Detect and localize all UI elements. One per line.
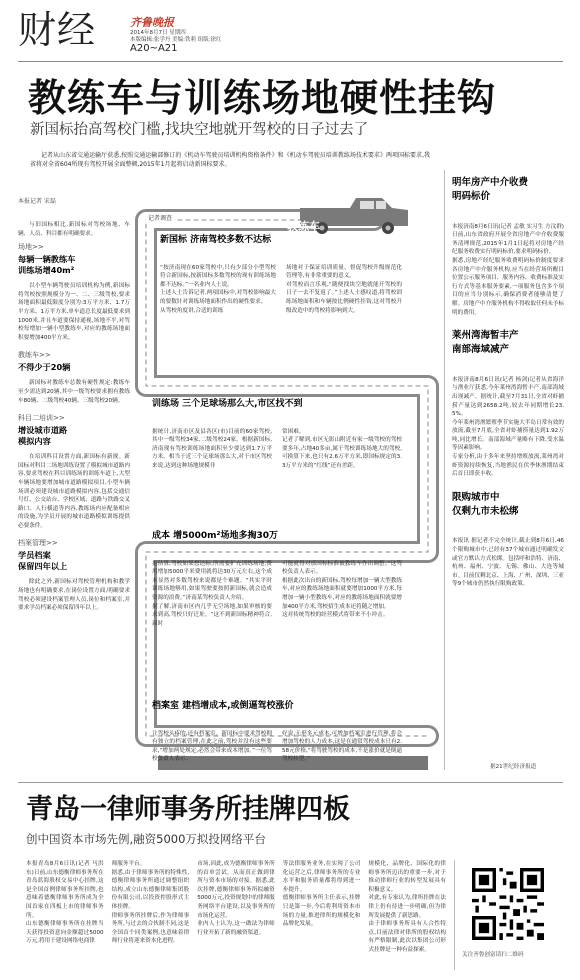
qr-caption: 关注齐鲁创富请扫二维码 <box>462 952 524 958</box>
road-col-left <box>152 721 272 764</box>
road-col-right <box>282 721 402 764</box>
section-title: 学员档案 保留四年以上 <box>18 550 68 572</box>
bottom-subheadline: 创中国资本市场先例,融资5000万拟投网络平台 <box>26 832 266 846</box>
editor-line: 本版编辑:张学丹 美编:铁莉 组版:徐红 <box>130 37 222 43</box>
right-story-body <box>452 214 564 317</box>
date-line: 2014年8月7日 星期四 <box>130 30 186 36</box>
page-numbers: A20~A21 <box>130 43 178 54</box>
bottom-col <box>197 860 275 978</box>
reporter-tag: 记者调查 <box>148 215 173 222</box>
bottom-col-text: 等法律服务业务,在实现了公司化运营之后,律师事务所的专业水平和服务质量都将得到进一步提升。 德衡律师事务所主任表示,挂牌只是第一步,今后将利用资本市场的力量,推进律所的规模化和品牌化发展。 <box>282 861 361 928</box>
right-footer-credit: 据21世纪经济报道 <box>490 764 537 770</box>
section-kicker: 科目二培训>> <box>18 414 65 423</box>
left-section-subject2 <box>18 413 130 530</box>
right-story-title: 限购城市中 仅剩九市未松绑 <box>452 491 519 517</box>
right-story-text: 本报济南8月6日讯(记者 孟敏 实习生 方汶群)日前,山东省政府开展全省房地产中介收费服务清理规范,2015年1月1日起将对房地产经纪服务收费实行明码标价,要求明码标价。 据悉,房地产经纪服务收费明码标价制度要求各房地产中介服务机构,应当在经营场所醒目位置公示服务项目、服务内容、收费标准及实行方式等基本服务要素,一项服务包含多个项目的应当分别标示,确保消费者能够清楚了解。房地产中介服务机构不得收取任何未予标明的费用。 <box>452 223 564 316</box>
right-story-body <box>452 529 564 589</box>
main-headline: 教练车与训练场地硬性挂钩 <box>28 76 497 120</box>
section-body <box>18 578 130 612</box>
left-section-site <box>18 242 130 342</box>
bottom-col-text: 市场,因此,成为德衡律师事务所的首单尝试。从而真正做到律所与资本市场的对接。据悉,此次挂牌,德衡律师事务所拟融资5000万元,投资规划中的律师服务网络平台建设,以及事务所的市场化运营。 业内人士认为,这一做法为律师行业开拓了新的融资渠道。 <box>197 861 275 936</box>
section-kicker: 档案管理>> <box>18 539 58 548</box>
road-col-text: 场地对于保证培训质量、督促驾校升级规范化管理等,有非常重要的意义。 对驾校而言乐观,“随便找块空地就能开驾校的日子一去不复返了。”上述人士感叹道,将驾校训练场地面积和车辆按比例硬性挂钩,这对驾校升级改造中的驾校将影响到大。 <box>286 264 402 314</box>
section-body <box>18 379 130 405</box>
section-name: 财经 <box>18 8 97 52</box>
bottom-headline: 青岛一律师事务所挂牌四板 <box>26 794 350 825</box>
road-col-left <box>152 419 272 471</box>
road-col-left <box>152 551 272 628</box>
section-title: 增设城市道路 模拟内容 <box>18 425 68 447</box>
byline: 本报记者 宋磊 <box>18 198 56 205</box>
bottom-col <box>26 860 104 978</box>
road-section-title: 档案室 建档增成本,或倒逼驾校涨价 <box>152 701 294 711</box>
road-section-title: 训练场 三个足球场那么大,市区找不到 <box>152 399 303 409</box>
left-column <box>18 196 130 614</box>
right-column <box>452 176 564 770</box>
lead-text: 记者从山东省交通运输厅获悉,按照交通运输部修订的《机动车驾驶员培训机构资格条件》和《机动车驾驶员培训教练场技术要求》两项国标要求,我省将对全省604所现有驾校开展全面整顿,2015年1月起将启动新国标要求。 <box>30 152 430 168</box>
right-story-title: 明年房产中介收费 明码标价 <box>452 177 529 202</box>
road-section-4 <box>152 698 407 764</box>
left-section-archive <box>18 538 130 612</box>
road-col-text: 可能就得对那国标标准被教练车作出调整。”这驾校负责人表示。 根据此次出台的新国标,驾校每增加一辆大型教练车,对应的教练场地面积就要增加1000平方米,每增加一辆小型教练车,对应的教练场地面积就要增加400平方米,驾校招生成本还将随之增加。 这对传统驾校的经营模式将带来不小冲击。 <box>282 560 402 619</box>
bottom-rule <box>18 782 563 783</box>
truck-label: 教练车 <box>287 220 320 233</box>
right-story-text: 本报济南8月6日讯(记者 杨剑)记者从省海洋与渔业厅获悉,今年莱州湾海暂丰产,南部海域出现减产。据统计,截至7月31日,全省对虾捕捞产量达到2658.2吨,较去年同期增长23.5%。 今年莱州湾渔繁殖季节实施大半岛日常有效的放流,截至7月底,全省对虾捕捞量达到1.92万吨,同比增长。南部海域产量略有下降,受水温等因素影响。 专家分析,由于多年来坚持增殖放流,莱州湾对虾资源持续恢复,当地渔民在伏季休渔期结束后首日即获丰收。 <box>452 376 564 478</box>
section-body-text: 在培训科目设置方面,新国标有新规。新国标对科目二场地训练设置了模拟城市道路内容,要求驾校在科目训练场的训练车道上,大型车辆场地要增加城市道路模拟项目,小型车辆场训必须建设城市道路模拟内容,包括交通信号灯、公交站台、学校区域、道路与铁路交叉路口、人行横道等内容,教练场内应配备相应的设施,为学员开展的城市道路模拟训练提供必要条件。 <box>18 454 130 529</box>
bottom-col <box>112 860 190 978</box>
section-body-text: 除此之外,新国标对驾校管理机构和教学场地也有明确要求,在岗位设置方面,明确要求驾校必须建设档案管理人员,岗位和档案室,并要求学员档案必须保留四年以上。 <box>18 579 130 612</box>
qr-divider <box>454 860 455 970</box>
paper-logo: 齐鲁晚报 <box>130 16 174 29</box>
section-kicker: 教练车>> <box>18 351 51 360</box>
section-body-text: 以小型车辆驾驶员培训机构为例,新国标将驾校按照规模分为一、二、三级驾校,要求场地面积最低限度分别为:3万平方米、1.7万平方米、1万平方米,单车道总长度最低要求到1000米,并且车道要保持通视,场地不平,对驾校每增加一辆小型教练车,对应的教练场地面积要增加400平方米。 <box>18 283 130 341</box>
road-col-text: 据统计,济南市区及县各区(市)目前的60家驾校,其中一级驾校34家,二级驾校24家。根据新国标,济南现有驾校训练场地面积至少要达到1.7万平方米。相当于近三个足球场那么大,对于市区驾校来说,达到这种场地规模非 <box>152 428 272 469</box>
section-body <box>18 282 130 342</box>
road-col-text: 常困难。 记者了解到,市区无影山附近有家一级驾校的驾校要多年,占地40多亩,属于驾校训练场地大的驾校,可换算下来,也只有2.6万平方米,即国标规定的3.3万平方米的“红线”还有差距。 <box>282 428 402 469</box>
road-col-text: “按济南现在60家驾校中,只有少部分小型驾校符合新国标,按新国标多数驾校的现有训练场地都不达标。”一名业内人士说。 上述人士告诉记者,两项国标中,对驾校影响最大的要数针对训练场地面积作出的硬性要求。 从驾校角度讲,合适的训练 <box>160 264 276 314</box>
bottom-col-text: 规模化、品牌化、国际化的律师事务所迈出的重要一步,对于推动律师行业的转型发展具有积极意义。 对此,有专家认为,律所挂牌在法律上仍有待进一步明确,但为律所发展提供了新思路。 由于律师事务所具有人合性特点,目前法律对律所的股权结构有严格限制,此次以集团公司形式挂牌是一种有益探索。 <box>368 861 446 953</box>
bottom-columns <box>26 860 446 978</box>
bottom-col-text: 师服务平台。 据悉,由于律师事务所的特殊性,德衡律师事务所通过调整组织结构,成立山东德衡律师集团股份有限公司,以投资控股形式主体挂牌。 律师事务所挂牌后,作为律师事务所,与过去的合伙制不同,这是全国首个同类案例,也意味着律师行业将迎来资本化进程, <box>111 861 190 945</box>
road-section-title: 成本 增5000m²场地多掏30万 <box>152 531 279 541</box>
section-kicker: 场地>> <box>18 243 44 252</box>
bottom-col <box>368 860 446 978</box>
bottom-col <box>283 860 361 978</box>
section-title: 每辆一辆教练车 训练场增40m² <box>18 254 76 276</box>
road-col-right <box>282 551 402 628</box>
right-column-divider <box>444 170 445 770</box>
road-section-3 <box>152 528 407 628</box>
qr-code-icon[interactable] <box>472 868 544 940</box>
lead-paragraph <box>30 151 430 170</box>
main-subheadline: 新国标抬高驾校门槛,找块空地就开驾校的日子过去了 <box>30 122 369 138</box>
road-section-2 <box>152 396 407 471</box>
road-col-right <box>282 419 402 471</box>
right-story-1 <box>452 176 564 317</box>
road-col-text: 让驾校头疼的,还有档案室。新国标中要求驾校拥有独立的档案管理,在此之前,驾校并没有这些要求,“增加两处规定,必然会带来成本增加。”一位驾校负责人表示。 <box>152 730 272 763</box>
road-section-1 <box>160 232 410 315</box>
section-body-text: 新国标对教练车总数有硬性规定:教练车至少需达到20辆,其中一级驾校要求拥有教练车80辆、二级驾校40辆、三级驾校20辆。 <box>18 380 130 404</box>
bottom-col-text: 本报青岛8月6日讯(记者 马洪东)日前,山东德衡律师事务所在青岛蓝海股权交易中心挂牌,这是全国首例律师事务所挂牌,也意味着德衡律师事务所成为全国首家在四板上市的律师事务所。 山东德衡律师事务所在挂牌当天获得投资意向金额超过5000万元,将用于建设网络电商律 <box>26 861 104 945</box>
right-story-title: 莱州湾海暂丰产 南部海域减产 <box>452 330 519 356</box>
right-story-2 <box>452 329 564 479</box>
right-story-3 <box>452 491 564 589</box>
left-section-cars <box>18 350 130 405</box>
section-body <box>18 453 130 530</box>
masthead <box>18 10 563 60</box>
road-col-right <box>286 255 402 315</box>
road-col-text: 据估算,驾校如果想达标,所需要扩充训练场地,费用增加5000平米费用就将达30万元左右,这个成本显然对多数驾校来说都是个难题。“其实平时训练场地够用,如果驾驶要按照新国标,就会造成资源的浪费。”济南某驾校负责人介绍。 据了解,济南市区内几乎无空场地,如果审核的要求到高,驾校只好迁址。“这不到新国标精神符合,届时 <box>152 560 272 627</box>
section-title: 不得少于20辆 <box>18 362 71 373</box>
left-intro <box>18 221 130 238</box>
left-intro-text: 与旧国标相比,新国标对驾校场地、车辆、人员、科目都有明确要求。 <box>18 222 130 237</box>
road-col-left <box>160 255 276 315</box>
right-story-text: 本报讯 据记者不完全统计,截止到8月6日,46个限购城市中,已经有37个城市通过明确发文或官方默认方式松绑。包括呼和浩特、济南、杭州、福州、宁波、无锡、佛山、大连等城市。目前仅剩北京、上海、广州、深圳、三亚等9个城市仍然执行限购政策。 <box>452 538 564 588</box>
road-col-text: 好说,无形多元成本,可增加档案室进行管理,将会增加驾校的人力成本,这是在通常驾校成本只有2.58元价格,“将驾驶驾校的成本,不是涨价就是倒逼驾校转型。” <box>282 730 402 763</box>
road-section-title: 新国标 济南驾校多数不达标 <box>160 235 272 245</box>
right-story-body <box>452 367 564 479</box>
masthead-rule <box>18 61 563 62</box>
